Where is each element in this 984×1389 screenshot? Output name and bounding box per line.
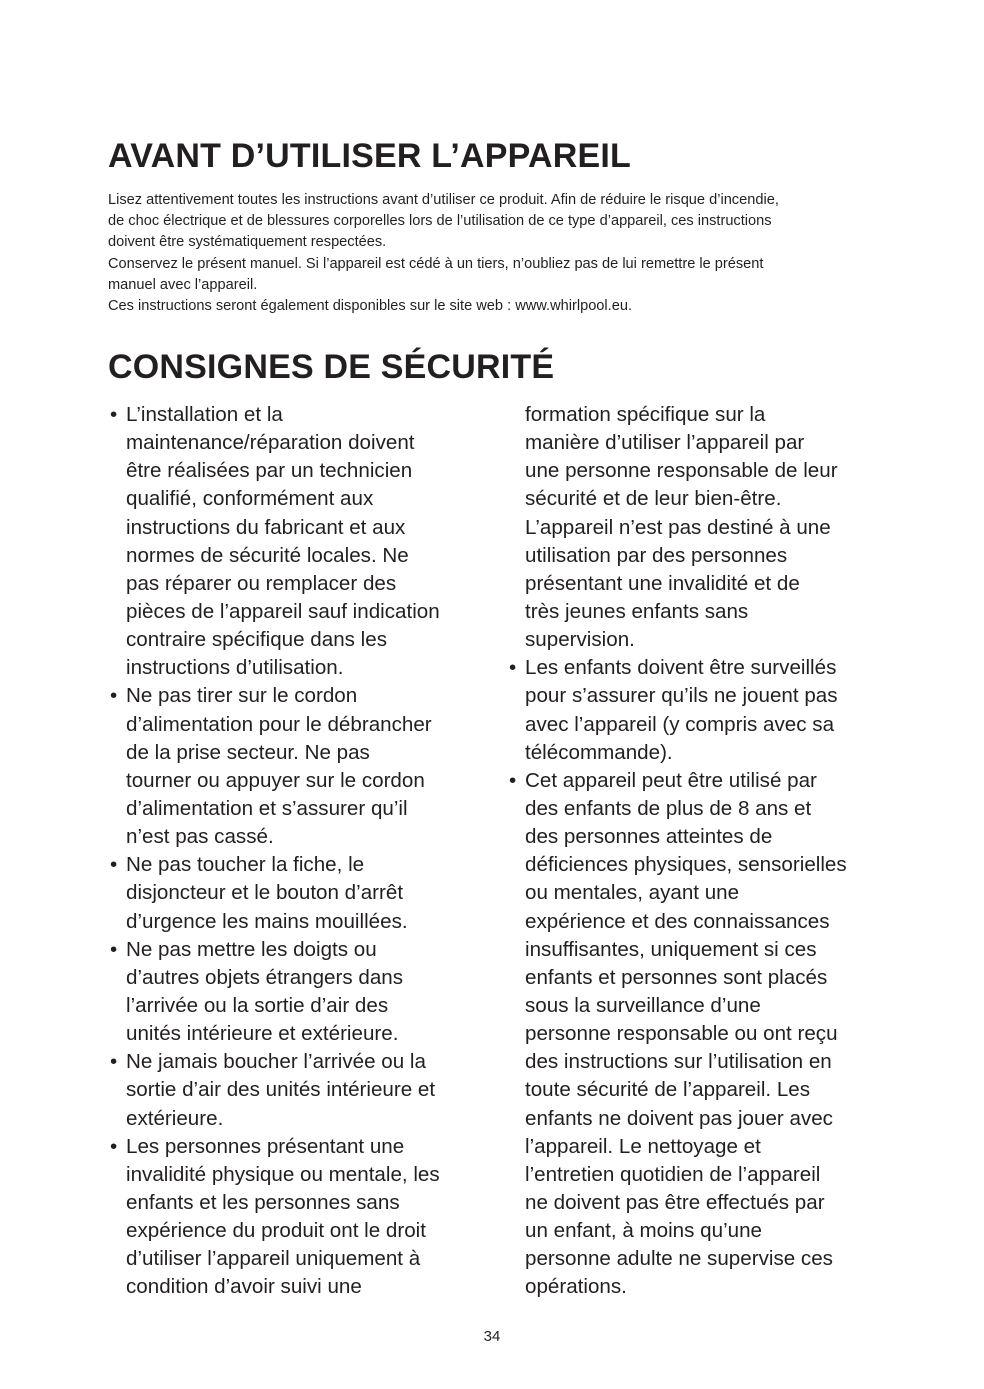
safety-text-line <box>108 485 488 513</box>
safety-text-line <box>108 626 488 654</box>
line-text: condition d’avoir suivi une <box>126 1275 362 1299</box>
line-text: ou mentales, ayant une <box>525 881 740 905</box>
safety-text-line <box>507 936 887 964</box>
line-text: instructions d’utilisation. <box>126 656 344 680</box>
intro-line: manuel avec l’appareil. <box>108 276 258 293</box>
safety-text-line <box>108 514 488 542</box>
line-text: avec l’appareil (y compris avec sa <box>525 712 835 736</box>
safety-text-line <box>108 936 488 964</box>
safety-bullet-item <box>108 936 488 1049</box>
safety-text-line <box>507 542 887 570</box>
safety-text-line <box>108 570 488 598</box>
line-text: Ne pas tirer sur le cordon <box>126 684 358 708</box>
line-text: enfants et les personnes sans <box>126 1190 400 1214</box>
safety-bullet-item <box>108 682 488 851</box>
safety-column-right <box>507 401 887 1302</box>
safety-text-line <box>108 654 488 682</box>
line-text: Ne jamais boucher l’arrivée ou la <box>126 1050 426 1074</box>
line-text: L’appareil n’est pas destiné à une <box>525 515 831 539</box>
line-text: n’est pas cassé. <box>126 825 274 849</box>
line-text: un enfant, à moins qu’une <box>525 1219 762 1243</box>
line-text: utilisation par des personnes <box>525 543 788 567</box>
safety-text-line <box>108 1048 488 1076</box>
safety-text-line <box>108 992 488 1020</box>
safety-text-line <box>507 795 887 823</box>
bullet-icon: • <box>509 768 517 792</box>
line-text: Ne pas toucher la fiche, le <box>126 853 365 877</box>
line-text: expérience du produit ont le droit <box>126 1219 426 1243</box>
intro-line: Ces instructions seront également disponibles sur le site web : www.whirlpool.eu. <box>108 298 633 315</box>
safety-text-line <box>507 964 887 992</box>
bullet-icon: • <box>110 937 118 961</box>
line-text: sécurité et de leur bien-être. <box>525 487 782 511</box>
safety-text-line <box>507 401 887 429</box>
safety-text-line <box>108 1105 488 1133</box>
line-text: personne responsable ou ont reçu <box>525 1022 838 1046</box>
bullet-icon: • <box>110 1050 118 1074</box>
safety-text-line <box>507 992 887 1020</box>
line-text: pas réparer ou remplacer des <box>126 571 397 595</box>
line-text: disjoncteur et le bouton d’arrêt <box>126 881 404 905</box>
line-text: pièces de l’appareil sauf indication <box>126 599 440 623</box>
safety-bullet-item <box>507 654 887 767</box>
safety-text-line <box>507 654 887 682</box>
safety-text-line <box>108 1020 488 1048</box>
safety-bullet-item <box>108 851 488 935</box>
line-text: l’appareil. Le nettoyage et <box>525 1134 761 1158</box>
safety-text-line <box>108 1161 488 1189</box>
safety-text-line <box>108 429 488 457</box>
safety-text-line <box>507 1161 887 1189</box>
safety-text-line <box>507 1217 887 1245</box>
line-text: d’alimentation et s’assurer qu’il <box>126 796 408 820</box>
safety-bullet-continuation <box>507 401 887 654</box>
safety-bullet-item <box>507 767 887 1302</box>
safety-text-line <box>108 1189 488 1217</box>
line-text: enfants ne doivent pas jouer avec <box>525 1106 833 1130</box>
safety-text-line <box>507 1273 887 1301</box>
line-text: qualifié, conformément aux <box>126 487 374 511</box>
line-text: formation spécifique sur la <box>525 403 766 426</box>
line-text: d’utiliser l’appareil uniquement à <box>126 1247 421 1271</box>
intro-line: Lisez attentivement toutes les instructions avant d’utiliser ce produit. Afin de réduire le risque d’incendie, <box>108 192 779 208</box>
line-text: des enfants de plus de 8 ans et <box>525 796 812 820</box>
safety-text-line <box>108 542 488 570</box>
page-number: 34 <box>483 1328 501 1345</box>
intro-paragraph <box>108 190 868 317</box>
safety-bullet-item <box>108 1048 488 1132</box>
line-text: d’alimentation pour le débrancher <box>126 712 432 736</box>
safety-text-line <box>507 485 887 513</box>
line-text: d’autres objets étrangers dans <box>126 965 404 989</box>
safety-text-line <box>108 851 488 879</box>
intro-line: de choc électrique et de blessures corporelles lors de l’utilisation de ce type d’appareil, ces instructions <box>108 213 772 230</box>
safety-text-line <box>108 964 488 992</box>
safety-text-line <box>507 1105 887 1133</box>
line-text: expérience et des connaissances <box>525 909 830 933</box>
line-text: l’arrivée ou la sortie d’air des <box>126 993 389 1017</box>
safety-text-line <box>507 711 887 739</box>
bullet-icon: • <box>110 1134 118 1158</box>
safety-bullet-item <box>108 401 488 682</box>
safety-text-line <box>507 514 887 542</box>
safety-text-line <box>507 1189 887 1217</box>
safety-text-line <box>108 711 488 739</box>
safety-text-line <box>507 1076 887 1104</box>
safety-text-line <box>507 1048 887 1076</box>
safety-text-line <box>108 1217 488 1245</box>
safety-text-line <box>507 1020 887 1048</box>
bullet-icon: • <box>110 684 118 708</box>
safety-text-line <box>507 823 887 851</box>
safety-text-line <box>507 879 887 907</box>
safety-text-line <box>507 429 887 457</box>
line-text: Les personnes présentant une <box>126 1134 405 1158</box>
safety-text-line <box>507 1245 887 1273</box>
line-text: des instructions sur l’utilisation en <box>525 1050 832 1074</box>
line-text: présentant une invalidité et de <box>525 571 800 595</box>
section-heading-safety: CONSIGNES DE SÉCURITÉ <box>108 348 555 386</box>
line-text: extérieure. <box>126 1106 224 1130</box>
safety-text-line <box>108 1273 488 1301</box>
safety-text-line <box>507 908 887 936</box>
safety-column-left <box>108 401 488 1302</box>
safety-text-line <box>108 739 488 767</box>
line-text: être réalisées par un technicien <box>126 459 413 483</box>
line-text: personne adulte ne supervise ces <box>525 1247 833 1271</box>
line-text: insuffisantes, uniquement si ces <box>525 937 817 961</box>
line-text: L’installation et la <box>126 403 283 426</box>
line-text: d’urgence les mains mouillées. <box>126 909 408 933</box>
safety-text-line <box>108 1076 488 1104</box>
safety-bullet-item <box>108 1133 488 1302</box>
safety-text-line <box>507 598 887 626</box>
line-text: sortie d’air des unités intérieure et <box>126 1078 436 1102</box>
safety-text-line <box>108 401 488 429</box>
safety-text-line <box>507 570 887 598</box>
line-text: maintenance/réparation doivent <box>126 431 415 455</box>
line-text: normes de sécurité locales. Ne <box>126 543 409 567</box>
line-text: manière d’utiliser l’appareil par <box>525 431 805 455</box>
line-text: instructions du fabricant et aux <box>126 515 406 539</box>
line-text: Ne pas mettre les doigts ou <box>126 937 377 961</box>
line-text: invalidité physique ou mentale, les <box>126 1162 440 1186</box>
section-heading-before-use: AVANT D’UTILISER L’APPAREIL <box>108 137 631 175</box>
line-text: sous la surveillance d’une <box>525 993 761 1017</box>
safety-text-line <box>108 879 488 907</box>
line-text: supervision. <box>525 628 635 652</box>
safety-text-line <box>108 795 488 823</box>
line-text: l’entretien quotidien de l’appareil <box>525 1162 821 1186</box>
bullet-icon: • <box>110 853 118 877</box>
safety-text-line <box>108 457 488 485</box>
line-text: télécommande). <box>525 740 673 764</box>
line-text: Cet appareil peut être utilisé par <box>525 768 817 792</box>
safety-text-line <box>108 1133 488 1161</box>
safety-text-line <box>108 767 488 795</box>
line-text: unités intérieure et extérieure. <box>126 1022 399 1046</box>
safety-text-line <box>108 598 488 626</box>
line-text: une personne responsable de leur <box>525 459 838 483</box>
line-text: déficiences physiques, sensorielles <box>525 853 847 877</box>
line-text: contraire spécifique dans les <box>126 628 388 652</box>
line-text: ne doivent pas être effectués par <box>525 1190 825 1214</box>
line-text: très jeunes enfants sans <box>525 599 749 623</box>
intro-line: Conservez le présent manuel. Si l’appareil est cédé à un tiers, n’oubliez pas de lui remettre le présent <box>108 255 764 272</box>
safety-text-line <box>507 739 887 767</box>
safety-text-line <box>108 682 488 710</box>
safety-text-line <box>507 626 887 654</box>
bullet-icon: • <box>110 403 118 426</box>
line-text: des personnes atteintes de <box>525 825 773 849</box>
line-text: opérations. <box>525 1275 627 1299</box>
bullet-icon: • <box>509 656 517 680</box>
safety-text-line <box>108 908 488 936</box>
line-text: de la prise secteur. Ne pas <box>126 740 370 764</box>
safety-text-line <box>108 823 488 851</box>
safety-text-line <box>507 457 887 485</box>
safety-text-line <box>507 682 887 710</box>
safety-text-line <box>507 1133 887 1161</box>
intro-line: doivent être systématiquement respectées. <box>108 234 387 251</box>
safety-text-line <box>507 851 887 879</box>
line-text: Les enfants doivent être surveillés <box>525 656 837 680</box>
line-text: tourner ou appuyer sur le cordon <box>126 768 425 792</box>
safety-text-line <box>507 767 887 795</box>
line-text: enfants et personnes sont placés <box>525 965 828 989</box>
line-text: toute sécurité de l’appareil. Les <box>525 1078 811 1102</box>
safety-text-line <box>108 1245 488 1273</box>
line-text: pour s’assurer qu’ils ne jouent pas <box>525 684 838 708</box>
